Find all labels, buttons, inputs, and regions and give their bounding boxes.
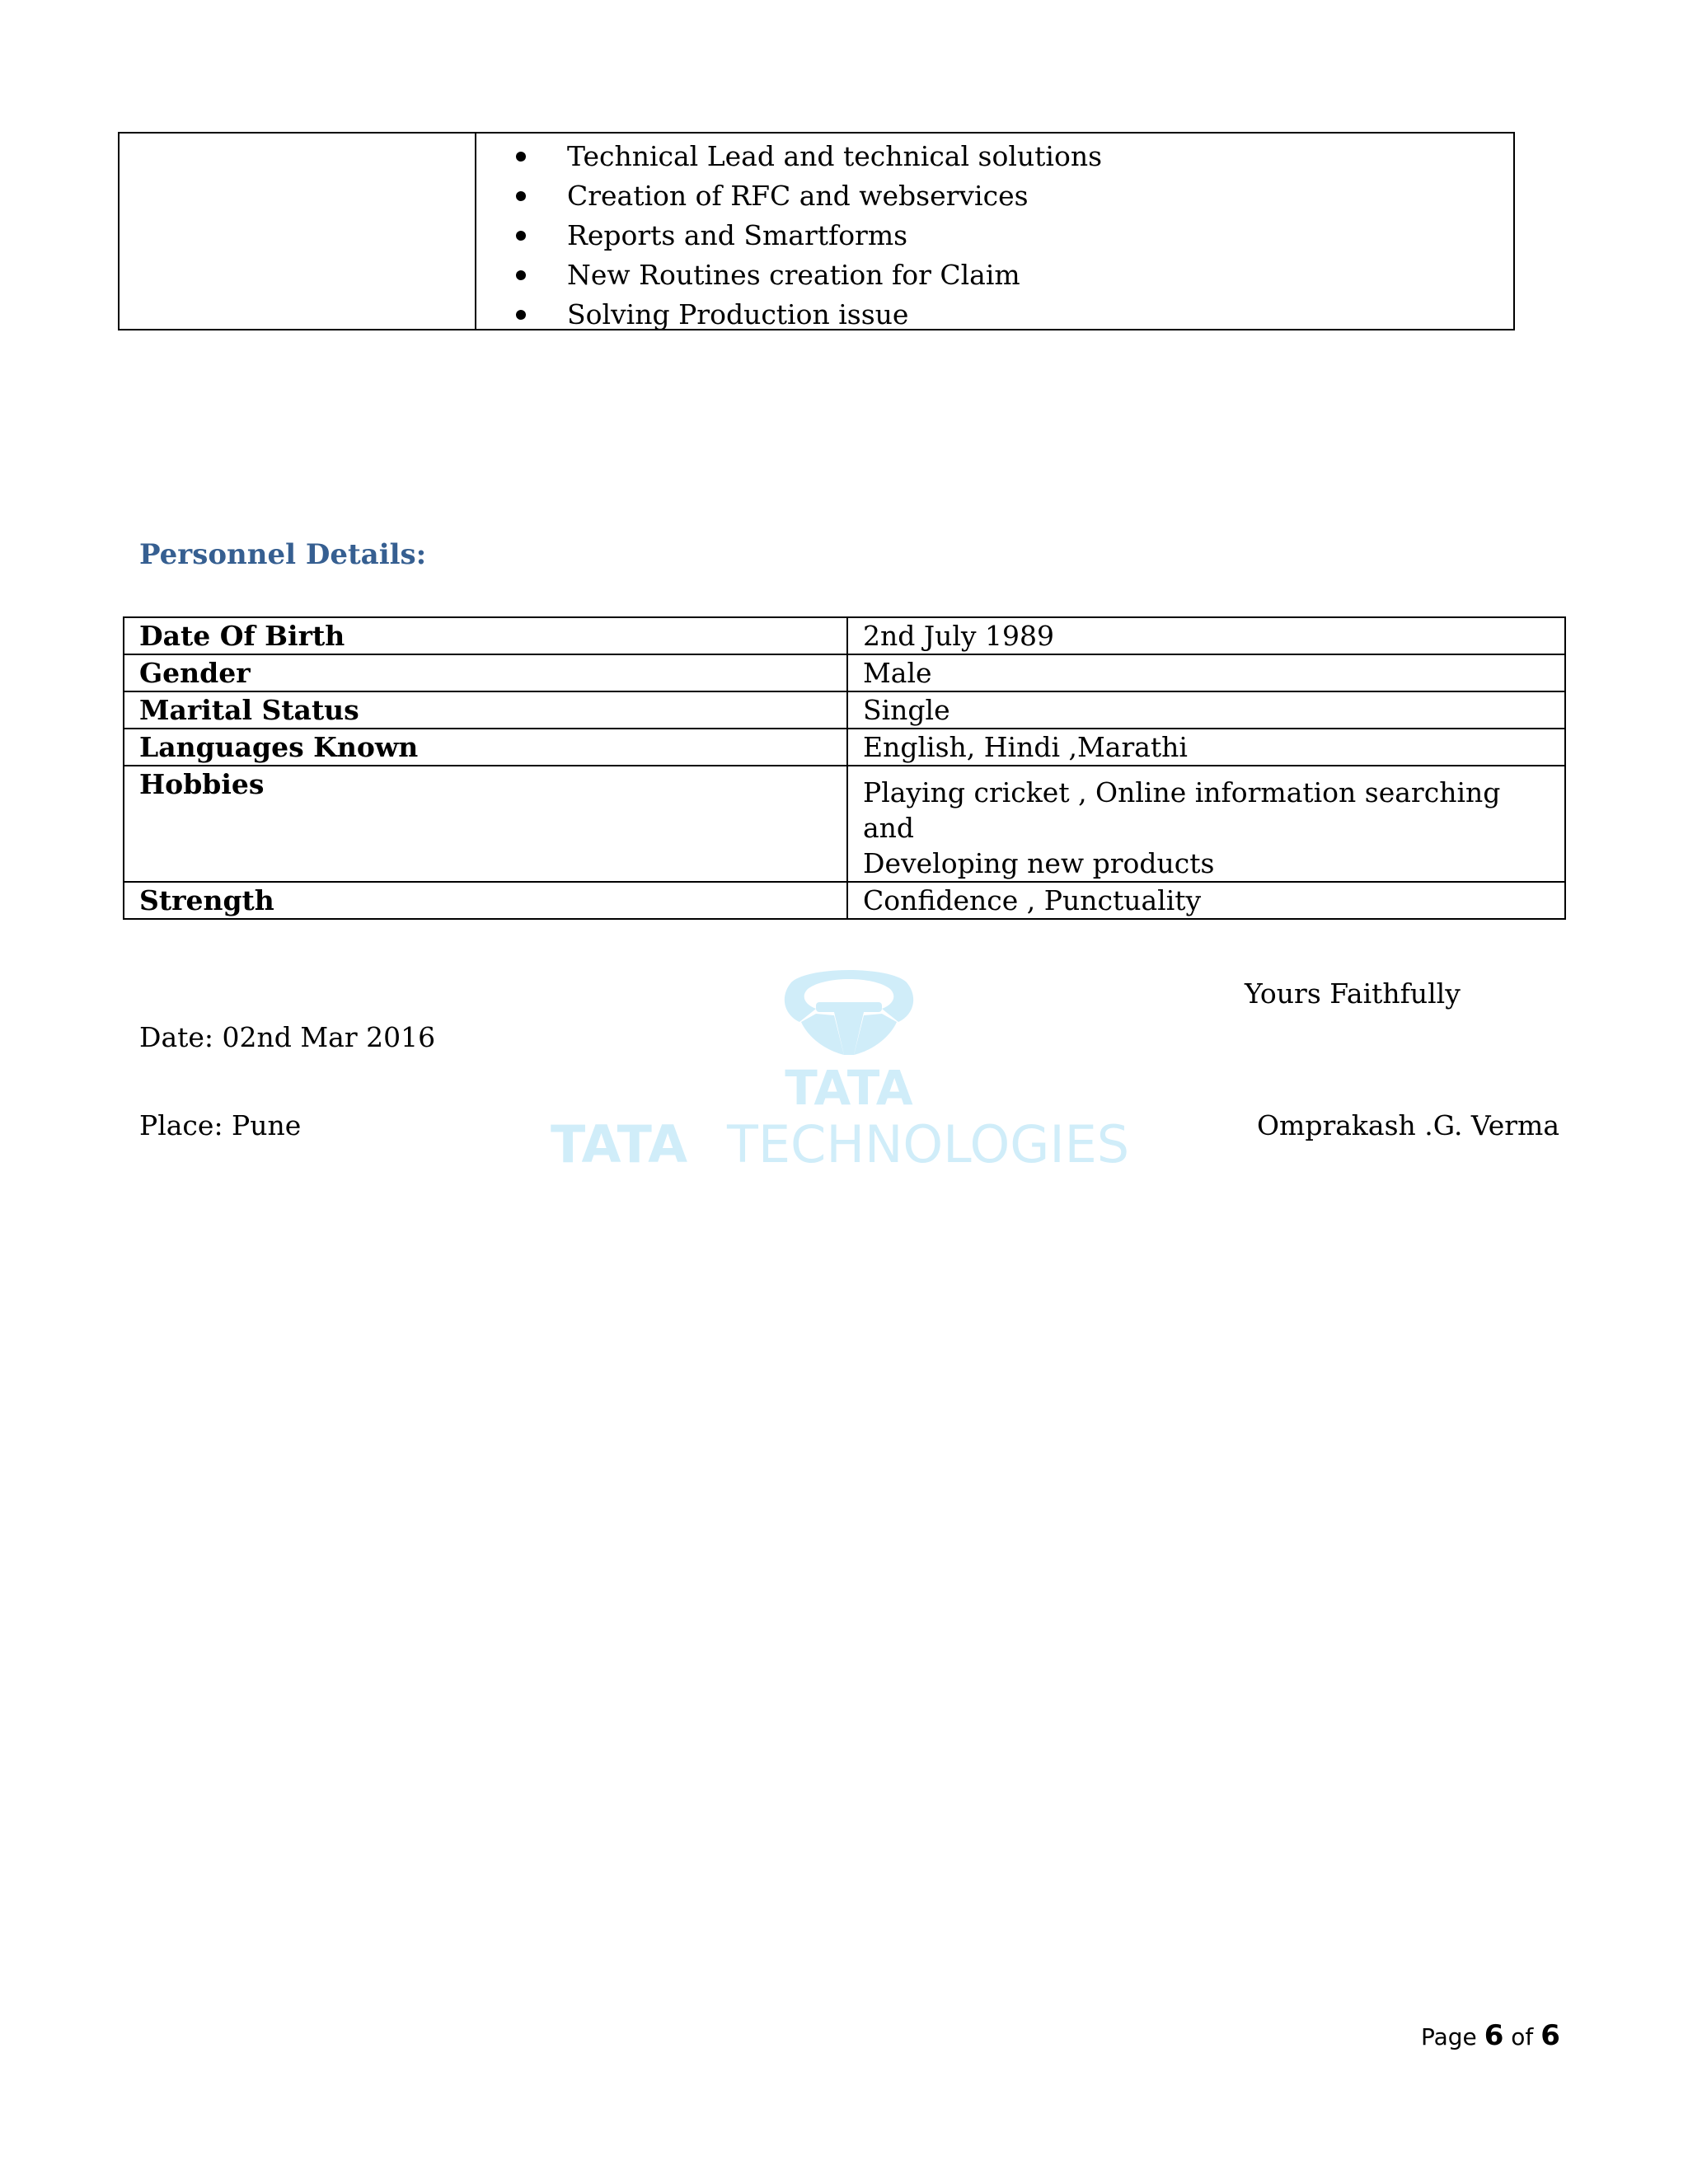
watermark-word: TATA [551, 1114, 688, 1174]
list-item: Reports and Smartforms [476, 216, 1513, 255]
personnel-details-heading: Personnel Details: [139, 538, 427, 571]
row-value: English, Hindi ,Marathi [847, 729, 1565, 766]
list-item: Creation of RFC and webservices [476, 176, 1513, 216]
empty-cell [120, 134, 476, 329]
list-item: New Routines creation for Claim [476, 255, 1513, 295]
row-value-line: Playing cricket , Online information searching and [863, 776, 1501, 844]
table-row [124, 882, 1565, 919]
row-value: 2nd July 1989 [847, 617, 1565, 654]
tata-technologies-watermark-logo [544, 964, 1154, 1195]
page-label: Page [1421, 2023, 1477, 2050]
row-value: Single [847, 691, 1565, 729]
table-row [124, 617, 1565, 654]
table-row [124, 654, 1565, 691]
row-label: Marital Status [124, 691, 847, 729]
responsibilities-table [118, 132, 1515, 330]
of-label: of [1511, 2023, 1534, 2050]
row-label: Gender [124, 654, 847, 691]
current-page-number: 6 [1484, 2019, 1504, 2052]
bullet-icon [516, 310, 526, 320]
personnel-details-table [123, 616, 1566, 920]
watermark-word: TATA [785, 1060, 913, 1116]
responsibilities-list [476, 137, 1513, 335]
row-value: Male [847, 654, 1565, 691]
table-row [124, 766, 1565, 882]
watermark-word: TECHNOLOGIES [727, 1114, 1130, 1174]
signatory-name: Omprakash .G. Verma [1257, 1109, 1559, 1141]
total-page-number: 6 [1540, 2019, 1560, 2052]
page-number-footer [1421, 2019, 1560, 2052]
row-label: Strength [124, 882, 847, 919]
bullet-icon [516, 152, 526, 162]
row-value-line: Developing new products [863, 847, 1215, 879]
bullet-icon [516, 231, 526, 241]
responsibilities-cell [476, 134, 1513, 329]
row-label: Date Of Birth [124, 617, 847, 654]
row-value [847, 766, 1565, 882]
list-item: Technical Lead and technical solutions [476, 137, 1513, 176]
table-row [124, 691, 1565, 729]
list-item: Solving Production issue [476, 295, 1513, 335]
bullet-icon [516, 191, 526, 201]
date-line: Date: 02nd Mar 2016 [139, 1021, 436, 1053]
closing-salutation: Yours Faithfully [1245, 977, 1461, 1010]
row-label: Languages Known [124, 729, 847, 766]
place-line: Place: Pune [139, 1109, 302, 1141]
row-label: Hobbies [124, 766, 847, 882]
row-value: Confidence , Punctuality [847, 882, 1565, 919]
table-row [124, 729, 1565, 766]
bullet-icon [516, 270, 526, 280]
